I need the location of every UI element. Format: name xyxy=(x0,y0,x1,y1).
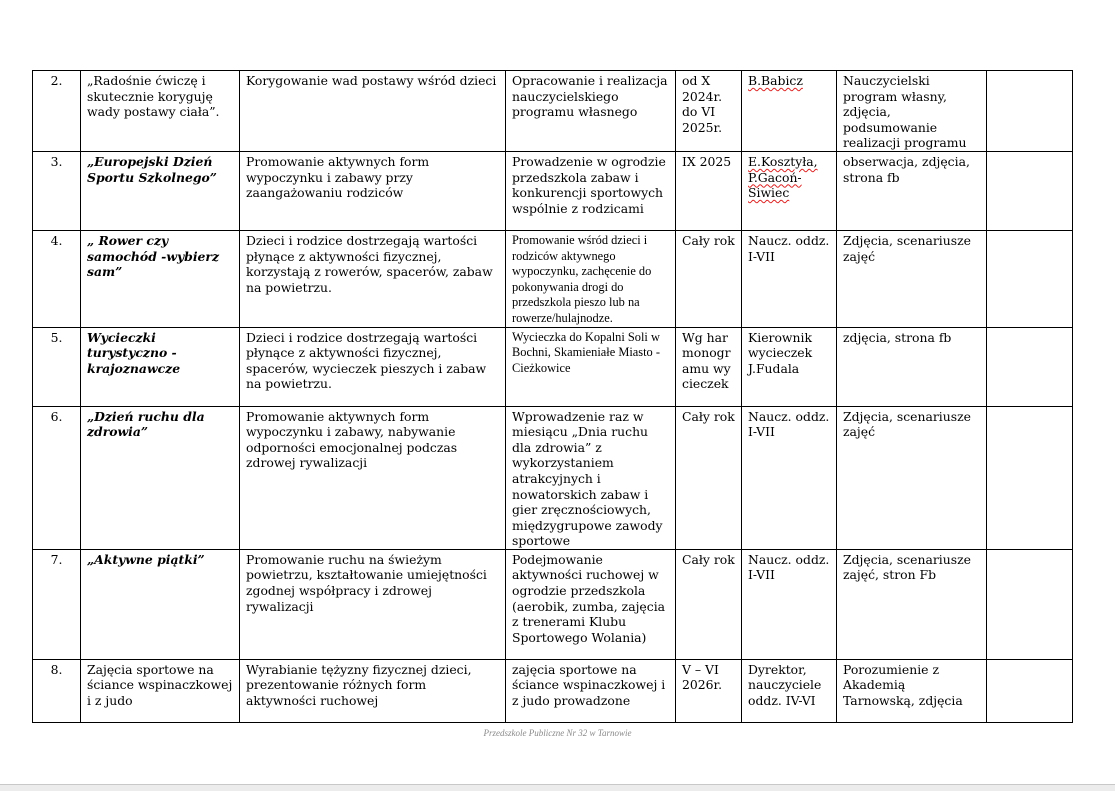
activity-notes xyxy=(987,71,1073,152)
activity-notes xyxy=(987,230,1073,327)
activity-evaluation: Nauczycielski program własny, zdjęcia, podsumowanie realizacji programu xyxy=(837,71,987,152)
page-footer: Przedszkole Publiczne Nr 32 w Tarnowie xyxy=(483,728,632,738)
activity-title: Zajęcia sportowe na ściance wspinaczkowej i z judo xyxy=(81,659,240,722)
activity-date: Wg harmonogramu wycieczek xyxy=(676,327,742,406)
activity-date: Cały rok xyxy=(676,549,742,659)
row-number: 7. xyxy=(33,549,81,659)
table-row xyxy=(33,406,1073,549)
activity-responsible: E.Kosztyła, P.Gacoń-Siwiec xyxy=(742,151,837,230)
activity-method: Podejmowanie aktywności ruchowej w ogrodzie przedszkola (aerobik, zumba, zajęcia z trenerami Klubu Sportowego Wolania) xyxy=(506,549,676,659)
activity-title: „Radośnie ćwiczę i skutecznie koryguję wady postawy ciała”. xyxy=(81,71,240,152)
table-row xyxy=(33,549,1073,659)
activity-method: Wycieczka do Kopalni Soli w Bochni, Skamieniałe Miasto - Cieżkowice xyxy=(506,327,676,406)
activity-notes xyxy=(987,659,1073,722)
row-number: 5. xyxy=(33,327,81,406)
activity-evaluation: zdjęcia, strona fb xyxy=(837,327,987,406)
activity-evaluation: Zdjęcia, scenariusze zajęć, stron Fb xyxy=(837,549,987,659)
row-number: 8. xyxy=(33,659,81,722)
activity-date: Cały rok xyxy=(676,230,742,327)
activity-date: od X 2024r. do VI 2025r. xyxy=(676,71,742,152)
activity-title: „ Rower czy samochód -wybierz sam” xyxy=(81,230,240,327)
activity-responsible: B.Babicz xyxy=(742,71,837,152)
activity-evaluation: Zdjęcia, scenariusze zajęć xyxy=(837,230,987,327)
activity-method: Prowadzenie w ogrodzie przedszkola zabaw i konkurencji sportowych wspólnie z rodzicami xyxy=(506,151,676,230)
activity-goal: Promowanie aktywnych form wypoczynku i zabawy, nabywanie odporności emocjonalnej podczas zdrowej rywalizacji xyxy=(240,406,506,549)
table-row xyxy=(33,151,1073,230)
table-row xyxy=(33,230,1073,327)
activity-responsible: Dyrektor, nauczyciele oddz. IV-VI xyxy=(742,659,837,722)
row-number: 3. xyxy=(33,151,81,230)
activity-date: V – VI 2026r. xyxy=(676,659,742,722)
activity-title: „Dzień ruchu dla zdrowia” xyxy=(81,406,240,549)
activity-responsible: Kierownik wycieczek J.Fudala xyxy=(742,327,837,406)
row-number: 6. xyxy=(33,406,81,549)
activity-evaluation: Porozumienie z Akademią Tarnowską, zdjęcia xyxy=(837,659,987,722)
activity-goal: Wyrabianie tężyzny fizycznej dzieci, prezentowanie różnych form aktywności ruchowej xyxy=(240,659,506,722)
activity-method: Wprowadzenie raz w miesiącu „Dnia ruchu dla zdrowia” z wykorzystaniem atrakcyjnych i nowatorskich zabaw i gier zręcznościowych, międzygrupowe zawody sportowe xyxy=(506,406,676,549)
row-number: 2. xyxy=(33,71,81,152)
table-row xyxy=(33,659,1073,722)
activity-method: Promowanie wśród dzieci i rodziców aktywnego wypoczynku, zachęcenie do pokonywania drogi do przedszkola pieszo lub na rowerze/hulajnodze. xyxy=(506,230,676,327)
activity-notes xyxy=(987,327,1073,406)
activity-goal: Dzieci i rodzice dostrzegają wartości płynące z aktywności fizycznej, korzystają z rowerów, spacerów, zabaw na powietrzu. xyxy=(240,230,506,327)
activity-method: Opracowanie i realizacja nauczycielskiego programu własnego xyxy=(506,71,676,152)
activity-method: zajęcia sportowe na ściance wspinaczkowej i z judo prowadzone xyxy=(506,659,676,722)
activity-goal: Promowanie aktywnych form wypoczynku i zabawy przy zaangażowaniu rodziców xyxy=(240,151,506,230)
activity-goal: Korygowanie wad postawy wśród dzieci xyxy=(240,71,506,152)
activity-responsible: Naucz. oddz. I-VII xyxy=(742,406,837,549)
row-number: 4. xyxy=(33,230,81,327)
activity-date: IX 2025 xyxy=(676,151,742,230)
activity-evaluation: obserwacja, zdjęcia, strona fb xyxy=(837,151,987,230)
activity-evaluation: Zdjęcia, scenariusze zajęć xyxy=(837,406,987,549)
activity-goal: Promowanie ruchu na świeżym powietrzu, kształtowanie umiejętności zgodnej współpracy i zdrowej rywalizacji xyxy=(240,549,506,659)
activity-date: Cały rok xyxy=(676,406,742,549)
activity-title: Wycieczki turystyczno - krajoznawcze xyxy=(81,327,240,406)
activity-notes xyxy=(987,549,1073,659)
activity-title: „Europejski Dzień Sportu Szkolnego” xyxy=(81,151,240,230)
activity-notes xyxy=(987,151,1073,230)
activity-notes xyxy=(987,406,1073,549)
activity-title: „Aktywne piątki” xyxy=(81,549,240,659)
activity-responsible: Naucz. oddz. I-VII xyxy=(742,549,837,659)
table-row xyxy=(33,327,1073,406)
activity-plan-table xyxy=(32,70,1073,723)
table-row xyxy=(33,71,1073,152)
activity-responsible: Naucz. oddz. I-VII xyxy=(742,230,837,327)
activity-goal: Dzieci i rodzice dostrzegają wartości płynące z aktywności fizycznej, spacerów, wycieczek pieszych i zabaw na powietrzu. xyxy=(240,327,506,406)
